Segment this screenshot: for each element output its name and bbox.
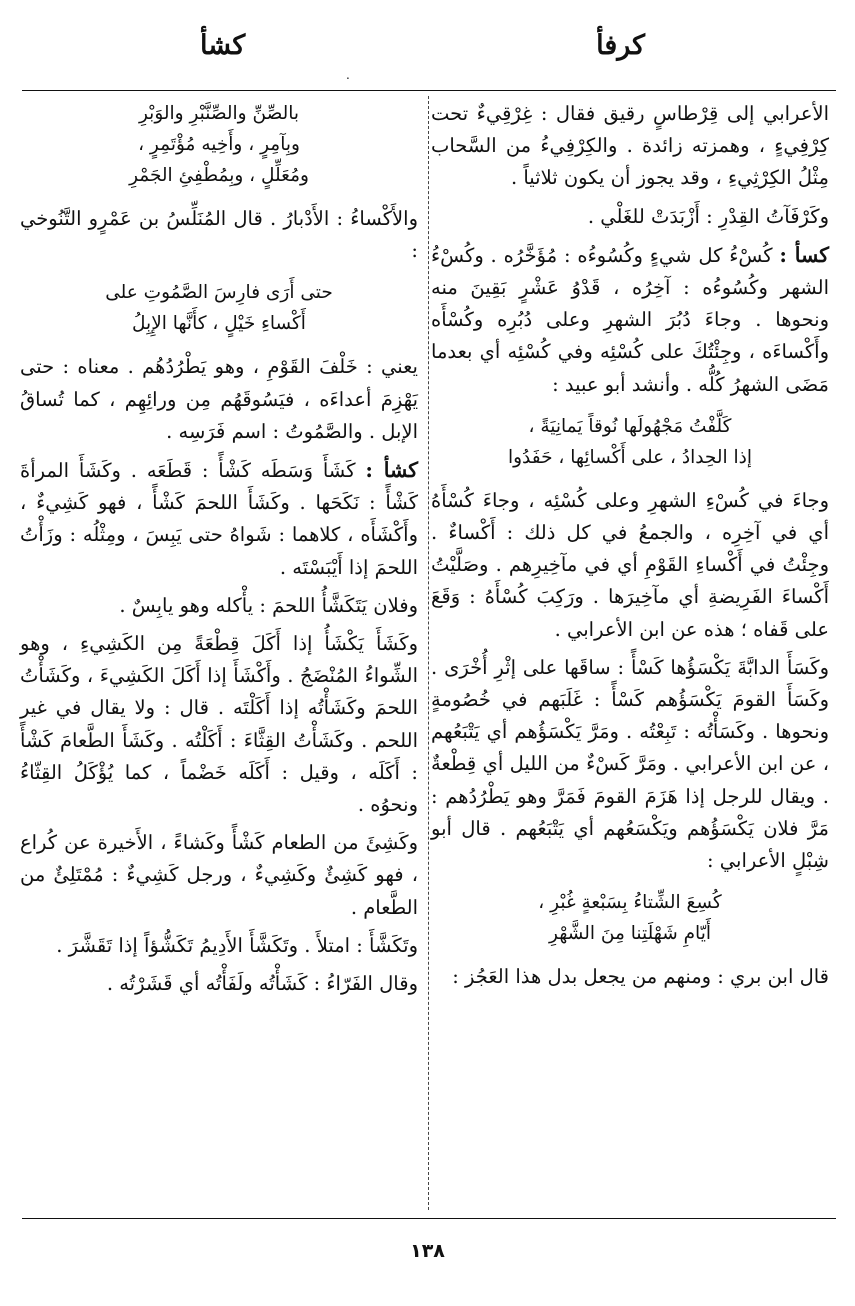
- verse-line: كُسِعَ الشِّتاءُ بِسَبْعةٍ غُبْرِ ،: [538, 892, 722, 914]
- paragraph: الأعرابي إلى قِرْطاسٍ رقيق فقال : غِرْقِيءٌ تحت كِرْفِيءٍ ، وهمزته زائدة . والكِرْفِيءُ من السَّحاب مِثْلُ الكِرْثِيءِ ، وقد يجوز أن يكون ثلاثياً .: [431, 102, 829, 190]
- verse-line: أَكْساءِ خَيْلٍ ، كأَنَّها الإِبِلُ: [132, 313, 306, 335]
- paragraph: وكَرْفَآتُ القِدْرِ : أَزْبَدَتْ للغَلْي .: [587, 204, 829, 228]
- paragraph: يعني : خَلْفَ القَوْمِ ، وهو يَطْرُدُهُم . معناه : حتى يَهْزِمَ أعداءَه ، فيَسُوقَهُم مِن ورائِهِم ، كما تُساقُ الإبل . والصَّمُوتُ : اسم فَرَسِه .: [20, 355, 418, 443]
- verse-line: أَيّامِ شَهْلَتِنا مِنَ الشَّهْرِ: [549, 923, 711, 945]
- header-right-entry-word: كرفأ: [596, 30, 645, 61]
- verse: [431, 887, 829, 949]
- column-divider: [428, 96, 429, 1210]
- header-dot: .: [346, 68, 350, 82]
- verse-line: كَلَّفْتُ مَجْهُولَها نُوقاً يَمانِيَةً ،: [528, 415, 732, 437]
- entry-kasa-paragraph: [431, 239, 829, 401]
- verse-line: حتى أَرَى فارِسَ الصَّمُوتِ على: [105, 282, 333, 304]
- verse-line: وبِآمِرٍ ، وأَخِيه مُؤْتَمِرٍ ،: [138, 134, 300, 155]
- paragraph: وكَشِئَ من الطعام كَشْأً وكَشاءً ، الأَخيرة عن كُراع ، فهو كَشِئٌ وكَشِيءٌ ، ورجل كَشِيءٌ : مُمْتَلِئٌ من الطَّعام .: [20, 831, 418, 919]
- verse-line: إذا الحِدادُ ، على أَكْسائِها ، حَفَدُوا: [507, 446, 753, 468]
- paragraph: وتَكَشَّأَ : امتلأَ . وتَكَشَّأَ الأَدِيمُ تَكَشُّؤاً إذا تَقَشَّرَ .: [56, 933, 418, 957]
- entry-text: كَشَأَ وَسَطَه كَشْأً : قَطَعَه . وكَشَأَ المرأةَ كَشْأً : نَكَحَها . وكَشَأَ اللحمَ كَشْأً ، فهو كَشِيءٌ ، وأَكْشَأَه ، كلاهما : شَواهُ حتى يَبِسَ ، ومِثْلُه : وزَأْتُ اللحمَ إذا أَيْبَسْتَه .: [20, 459, 418, 579]
- entry-kasha-paragraph: [20, 454, 418, 584]
- entry-headword: كشأ :: [365, 458, 419, 483]
- verse-line: بالصِّنِّ والصِّنَّبْرِ والوَبْرِ: [138, 103, 300, 124]
- paragraph: قال ابن بري : ومنهم من يجعل بدل هذا العَجُز :: [452, 965, 829, 989]
- paragraph: وكَشَأَ يَكْشَأُ إذا أَكَلَ قِطْعَةً مِن الكَشِيءِ ، وهو الشِّواءُ المُنْضَجُ . وأَكْشَأَ إذا أَكَلَ الكَشِيءَ ، وكَشَأْتُ اللحمَ وكَشَأْتُه إذا أَكَلْتَه . قال : ولا يقال في غير اللحم . وكَشَأْتُ القِثَّاءَ : أَكَلْتُه . وكَشَأَ الطَّعامَ كَشْأً : أَكَلَه ، وقيل : أَكَلَه خَضْماً ، كما يُؤْكَلُ القِثّاءُ ونحوُه .: [20, 632, 418, 817]
- right-column: [431, 98, 829, 999]
- paragraph: وكَسَأَ الدابَّةَ يَكْسَؤُها كَسْأً : ساقَها على إثْرِ أُخْرَى . وكَسَأَ القومَ يَكْسَؤُهم كَسْأً : غَلَبَهم في خُصُومةٍ ونحوها . وكَسَأْتُه : تَبِعْتُه . ومَرَّ يَكْسَؤُهم أي يَتْبَعُهم ، عن ابن الأعرابي . ومَرَّ كَسْءٌ من الليل أي قِطْعةٌ . ويقال للرجل إذا هَزَمَ القومَ فَمَرَّ وهو يَطْرُدُهم : مَرَّ فلان يَكْسَؤُهم ويَكْسَعُهم أي يَتْبَعُهم . قال أبو شِبْلٍ الأعرابي :: [431, 655, 829, 873]
- header-left-entry-word: كشأ: [200, 30, 246, 61]
- left-column: [20, 98, 418, 1006]
- verse: [431, 411, 829, 473]
- paragraph: وقال الفَرّاءُ : كَشَأْتُه ولَفَأْتُه أي قَشَرْتُه .: [106, 972, 418, 996]
- verse: [20, 277, 418, 339]
- bottom-rule: [22, 1218, 836, 1219]
- verse-line: ومُعَلِّلٍ ، وبِمُطْفِئِ الجَمْرِ: [129, 165, 309, 186]
- entry-text: كُسْءُ كل شيءٍ وكُسُوءُه : مُؤَخَّرُه . وكُسْءُ الشهر وكُسُوءُه : آخِرُه ، قَدْوُ عَشْرٍ بَقِينَ منه ونحوها . وجاءَ دُبُرَ الشهرِ وعلى دُبُرِه وكُسْأَه وأَكْساءَه ، وجِئْتُكَ على كُسْئِه وفي كُسْئِه أي بعدما مَضَى الشهرُ كُلُّه . وأنشد أبو عبيد :: [431, 243, 829, 396]
- verse: [20, 98, 418, 191]
- entry-headword: كسأ :: [779, 242, 829, 267]
- page-number: ١٣٨: [410, 1240, 445, 1262]
- paragraph: والأَكْساءُ : الأَدْبارُ . قال المُنَلِّسُ بن عَمْرٍو التَّنُوخي :: [20, 207, 418, 263]
- paragraph: وجاءَ في كُسْءِ الشهرِ وعلى كُسْئِه ، وجاءَ كُسْأَهُ أي في آخِرِه ، والجمعُ في كل ذلك : أَكْساءٌ . وجِئْتُ في أَكْساءِ القَوْمِ أي في مآخِيرِهم . وصَلَّيْتُ أَكْساءَ الفَرِيضةِ أي مآخِيرَها . ورَكِبَ كُسْأَهُ : وَقَعَ على قَفاه ؛ هذه عن ابن الأعرابي .: [431, 488, 829, 641]
- paragraph: وفلان يَتَكَشَّأُ اللحمَ : يأْكله وهو يابِسٌ .: [119, 593, 418, 617]
- top-rule: [22, 90, 836, 91]
